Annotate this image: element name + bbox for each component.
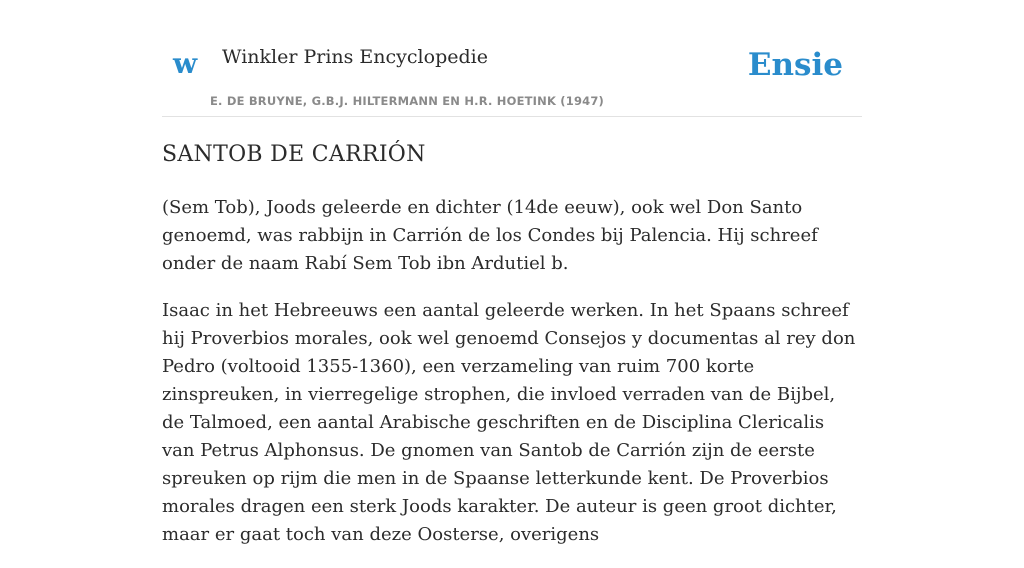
ensie-logo[interactable]: Ensie xyxy=(747,47,843,83)
article-paragraph-2: Isaac in het Hebreeuws een aantal geleerde werken. In het Spaans schreef hij Proverbios morales, ook wel genoemd Consejos y documentas al rey don Pedro (voltooid 1355-1360), een verzameling van ruim 700 korte zinspreuken, in vierregelige strophen, die invloed verraden van de Bijbel, de Talmoed, een aantal Arabische geschriften en de Disciplina Clericalis van Petrus Alphonsus. De gnomen van Santob de Carrión zijn de eerste spreuken op rijm die men in de Spaanse letterkunde kent. De Proverbios morales dragen een sterk Joods karakter. De auteur is geen groot dichter, maar er gaat toch van deze Oosterse, overigens xyxy=(162,300,856,545)
authors-line: E. DE BRUYNE, G.B.J. HILTERMANN EN H.R. HOETINK (1947) xyxy=(210,94,605,108)
article-paragraph-1: (Sem Tob), Joods geleerde en dichter (14de eeuw), ook wel Don Santo genoemd, was rabbijn in Carrión de los Condes bij Palencia. Hij schreef onder de naam Rabí Sem Tob ibn Ardutiel b. xyxy=(162,197,818,274)
article-title: SANTOB DE CARRIÓN xyxy=(162,142,426,167)
article xyxy=(162,138,862,568)
winkler-prins-logo[interactable]: w xyxy=(173,47,198,80)
site-title[interactable]: Winkler Prins Encyclopedie xyxy=(222,46,488,68)
site-header xyxy=(162,0,862,117)
